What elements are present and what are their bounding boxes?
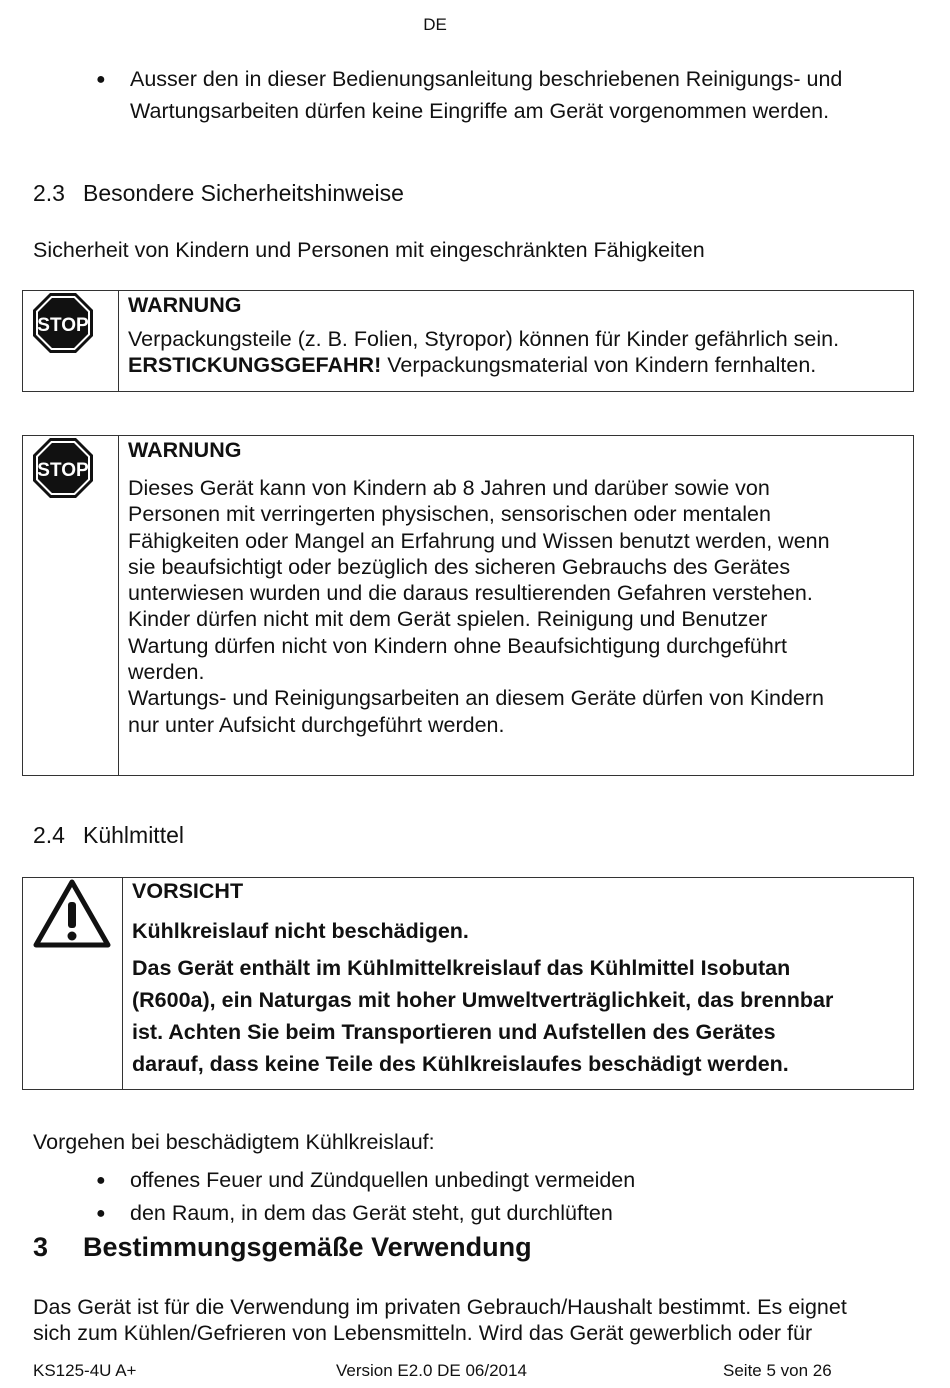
section-2-3-subtitle: Sicherheit von Kindern und Personen mit eingeschränkten Fähigkeiten [33,238,705,262]
warning-box-packaging [22,290,914,392]
warning-line: nur unter Aufsicht durchgeführt werden. [128,712,505,737]
caution-line: Das Gerät enthält im Kühlmittelkreislauf das Kühlmittel Isobutan [132,956,791,980]
section-3-heading [33,1232,833,1266]
intro-bullet [96,64,936,128]
warning-line: Wartungs- und Reinigungsarbeiten an diesem Geräte dürfen von Kindern [128,686,824,711]
warning-label: WARNUNG [128,438,242,462]
warning-triangle-icon [32,878,112,950]
procedure-intro: Vorgehen bei beschädigtem Kühlkreislauf: [33,1130,435,1154]
stop-sign-text: STOP [37,315,89,336]
warning-line: Personen mit verringerten physischen, sensorischen oder mentalen [128,502,771,527]
section-number: 2.3 [33,180,65,206]
language-code: DE [423,15,447,34]
caution-line: ist. Achten Sie beim Transportieren und Aufstellen des Gerätes [132,1020,776,1044]
suffocation-hazard-text: ERSTICKUNGSGEFAHR! [128,353,382,378]
procedure-bullet [96,1165,896,1197]
warning-content [128,293,905,379]
warning-line: sie beaufsichtigt oder bezüglich des sicheren Gebrauchs des Gerätes [128,554,791,579]
bullet-icon: ● [96,1172,106,1189]
warning-icon-cell [23,436,119,775]
section-number: 2.4 [33,822,65,848]
section-number: 3 [33,1232,49,1262]
warning-label: WARNUNG [128,293,242,317]
caution-box-refrigerant [22,877,914,1090]
stop-sign-text: STOP [37,460,89,481]
section-title: Besondere Sicherheitshinweise [83,180,404,206]
caution-line: (R600a), ein Naturgas mit hoher Umweltverträglichkeit, das brennbar [132,988,834,1012]
procedure-bullet-text: den Raum, in dem das Gerät steht, gut durchlüften [130,1201,613,1225]
stop-sign-icon [31,291,95,355]
footer-page-number: Seite 5 von 26 [723,1361,832,1380]
warning-box-children [22,435,914,776]
section-2-4-heading [33,822,833,852]
warning-line [128,352,905,378]
caution-line: darauf, dass keine Teile des Kühlkreislaufes beschädigt werden. [132,1052,789,1076]
warning-line: Kinder dürfen nicht mit dem Gerät spielen. Reinigung und Benutzer [128,607,768,632]
caution-headline: Kühlkreislauf nicht beschädigen. [132,919,469,943]
warning-content [128,438,905,738]
intro-bullet-line1: Ausser den in dieser Bedienungsanleitung beschriebenen Reinigungs- und [130,67,843,91]
section-3-text-line: sich zum Kühlen/Gefrieren von Lebensmitteln. Wird das Gerät gewerblich oder für [33,1321,813,1345]
warning-line: werden. [128,660,205,685]
warning-line-rest: Verpackungsmaterial von Kindern fernhalten. [381,353,817,378]
section-title: Bestimmungsgemäße Verwendung [83,1232,532,1262]
caution-label: VORSICHT [132,879,244,903]
warning-line: Dieses Gerät kann von Kindern ab 8 Jahren und darüber sowie von [128,476,770,500]
procedure-bullet-text: offenes Feuer und Zündquellen unbedingt vermeiden [130,1168,636,1192]
warning-line: Verpackungsteile (z. B. Folien, Styropor) können für Kinder gefährlich sein. [128,327,840,351]
procedure-bullet [96,1198,896,1230]
section-title: Kühlmittel [83,822,184,848]
intro-bullet-line2: Wartungsarbeiten dürfen keine Eingriffe am Gerät vorgenommen werden. [130,99,830,123]
footer-version: Version E2.0 DE 06/2014 [336,1361,527,1380]
warning-line: Fähigkeiten oder Mangel an Erfahrung und Wissen benutzt werden, wenn [128,528,830,553]
caution-content [132,879,905,1080]
bullet-icon: ● [96,1205,106,1222]
section-3-text-line: Das Gerät ist für die Verwendung im privaten Gebrauch/Haushalt bestimmt. Es eignet [33,1295,847,1319]
section-2-3-heading [33,180,833,210]
caution-icon-cell [23,878,123,1089]
warning-icon-cell [23,291,119,391]
stop-sign-icon [31,436,95,500]
warning-line: unterwiesen wurden und die daraus resultierenden Gefahren verstehen. [128,581,813,606]
warning-line: Wartung dürfen nicht von Kindern ohne Beaufsichtigung durchgeführt [128,633,787,658]
bullet-icon: ● [96,71,106,88]
footer-model: KS125-4U A+ [33,1361,137,1380]
